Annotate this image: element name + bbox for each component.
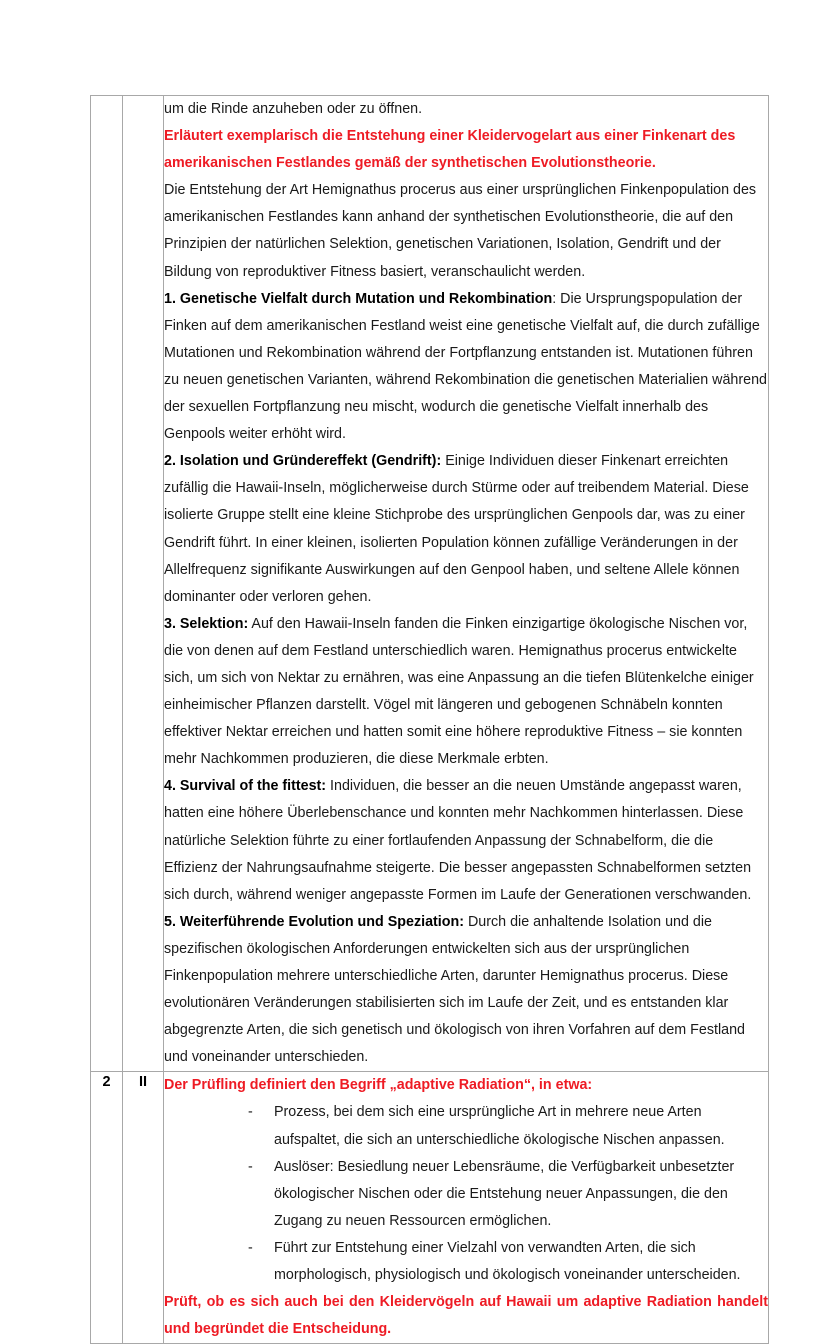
- paragraph-definition-prompt-red: Der Prüfling definiert den Begriff „adaptive Radiation“, in etwa:: [164, 1077, 593, 1094]
- table-row: [91, 96, 769, 1072]
- list-item: [164, 1154, 768, 1235]
- definition-bullet-list: [164, 1099, 768, 1289]
- row-roman-cell: [123, 96, 164, 1072]
- list-item: [164, 1235, 768, 1289]
- dash-marker-icon: -: [248, 1104, 253, 1121]
- list-item: [164, 1099, 768, 1153]
- paragraph-check-prompt-red: Prüft, ob es sich auch bei den Kleidervögeln auf Hawaii um adaptive Radiation handelt und begründet die Entscheidung.: [164, 1294, 768, 1338]
- list-item-text: Führt zur Entstehung einer Vielzahl von verwandten Arten, die sich morphologisch, physiologisch und ökologisch voneinander unterscheiden.: [274, 1239, 741, 1284]
- table-row: [91, 1072, 769, 1344]
- row-content-cell: [164, 1072, 769, 1344]
- point-2-body: Einige Individuen dieser Finkenart erreichten zufällig die Hawaii-Inseln, möglicherweise durch Stürme oder auf treibendem Material. Diese isolierte Gruppe stellt eine kleine Stichprobe des ursprünglichen Genpools dar, was zu einer Gendrift führt. In einer kleinen, isolierten Population können zufällige Veränderungen in der Allelfrequenz signifikante Auswirkungen auf den Genpool haben, und seltene Allele können dominanter oder verloren gehen.: [164, 453, 749, 605]
- exam-criteria-table: [90, 95, 769, 1344]
- list-item-text: Prozess, bei dem sich eine ursprüngliche Art in mehrere neue Arten aufspaltet, die sich an unterschiedliche ökologische Nischen anpassen.: [274, 1104, 725, 1148]
- point-1-lead: 1. Genetische Vielfalt durch Mutation und Rekombination: [164, 290, 553, 307]
- point-3-lead: 3. Selektion:: [164, 615, 249, 632]
- point-2-lead: 2. Isolation und Gründereffekt (Gendrift):: [164, 453, 442, 470]
- paragraph-point-2: [164, 448, 768, 611]
- row-content-cell: [164, 96, 769, 1072]
- dash-marker-icon: -: [248, 1158, 253, 1175]
- point-4-lead: 4. Survival of the fittest:: [164, 778, 327, 795]
- paragraph-point-5: [164, 909, 768, 1072]
- point-4-body: Individuen, die besser an die neuen Umstände angepasst waren, hatten eine höhere Überlebenschance und konnten mehr Nachkommen hinterlassen. Diese natürliche Selektion führte zu einer fortlaufenden Anpassung der Schnabelform, die die Effizienz der Nahrungsaufnahme steigerte. Die besser angepassten Schnabelformen setzten sich durch, während weniger angepasste Formen im Laufe der Generationen verschwanden.: [164, 778, 752, 903]
- point-5-lead: 5. Weiterführende Evolution und Speziation:: [164, 913, 464, 930]
- row-number-cell: [91, 96, 123, 1072]
- list-item-text: Auslöser: Besiedlung neuer Lebensräume, die Verfügbarkeit unbesetzter ökologischer Nischen oder die Entstehung neuer Anpassungen, die den Zugang zu neuen Ressourcen ermöglichen.: [274, 1158, 735, 1229]
- row-roman-cell: II: [123, 1072, 164, 1344]
- point-3-body: Auf den Hawaii-Inseln fanden die Finken einzigartige ökologische Nischen vor, die von denen auf dem Festland unterschiedlich waren. Hemignathus procerus entwickelte sich, um sich von Nektar zu ernähren, was eine Anpassung an die tiefen Blütenkelche einiger einheimischer Pflanzen darstellt. Vögel mit längeren und gebogenen Schnäbeln konnten effektiver Nektar erreichen und hatten somit eine höhere reproduktive Fitness – sie konnten mehr Nachkommen produzieren, die diese Merkmale erbten.: [164, 615, 754, 768]
- paragraph-task-prompt-red: Erläutert exemplarisch die Entstehung einer Kleidervogelart aus einer Finkenart des amerikanischen Festlandes gemäß der synthetischen Evolutionstheorie.: [164, 128, 736, 172]
- point-5-body: Durch die anhaltende Isolation und die spezifischen ökologischen Anforderungen entwickelten sich aus der ursprünglichen Finkenpopulation mehrere unterschiedliche Arten, darunter Hemignathus procerus. Diese evolutionären Veränderungen stabilisierten sich im Laufe der Zeit, und es entstanden klar abgegrenzte Arten, die sich genetisch und ökologisch von ihren Vorfahren auf dem Festland und voneinander unterschieden.: [164, 913, 745, 1066]
- paragraph-point-1: [164, 286, 768, 449]
- paragraph-point-4: [164, 773, 768, 908]
- paragraph-intro: Die Entstehung der Art Hemignathus procerus aus einer ursprünglichen Finkenpopulation des amerikanischen Festlandes kann anhand der synthetischen Evolutionstheorie, die auf den Prinzipien der natürlichen Selektion, genetischen Variationen, Isolation, Gendrift und der Bildung von reproduktiver Fitness basiert, veranschaulicht werden.: [164, 182, 757, 280]
- dash-marker-icon: -: [248, 1239, 253, 1256]
- row-number-cell: 2: [91, 1072, 123, 1344]
- paragraph-continuation: um die Rinde anzuheben oder zu öffnen.: [164, 101, 423, 117]
- paragraph-point-3: [164, 611, 768, 774]
- point-1-body: : Die Ursprungspopulation der Finken auf dem amerikanischen Festland weist eine genetische Vielfalt auf, die durch zufällige Mutationen und Rekombination während der Fortpflanzung entstanden ist. Mutationen führen zu neuen genetischen Varianten, während Rekombination die genetischen Materialien während der sexuellen Fortpflanzung neu mischt, wodurch die genetische Vielfalt innerhalb des Genpools weiter erhöht wird.: [164, 290, 767, 443]
